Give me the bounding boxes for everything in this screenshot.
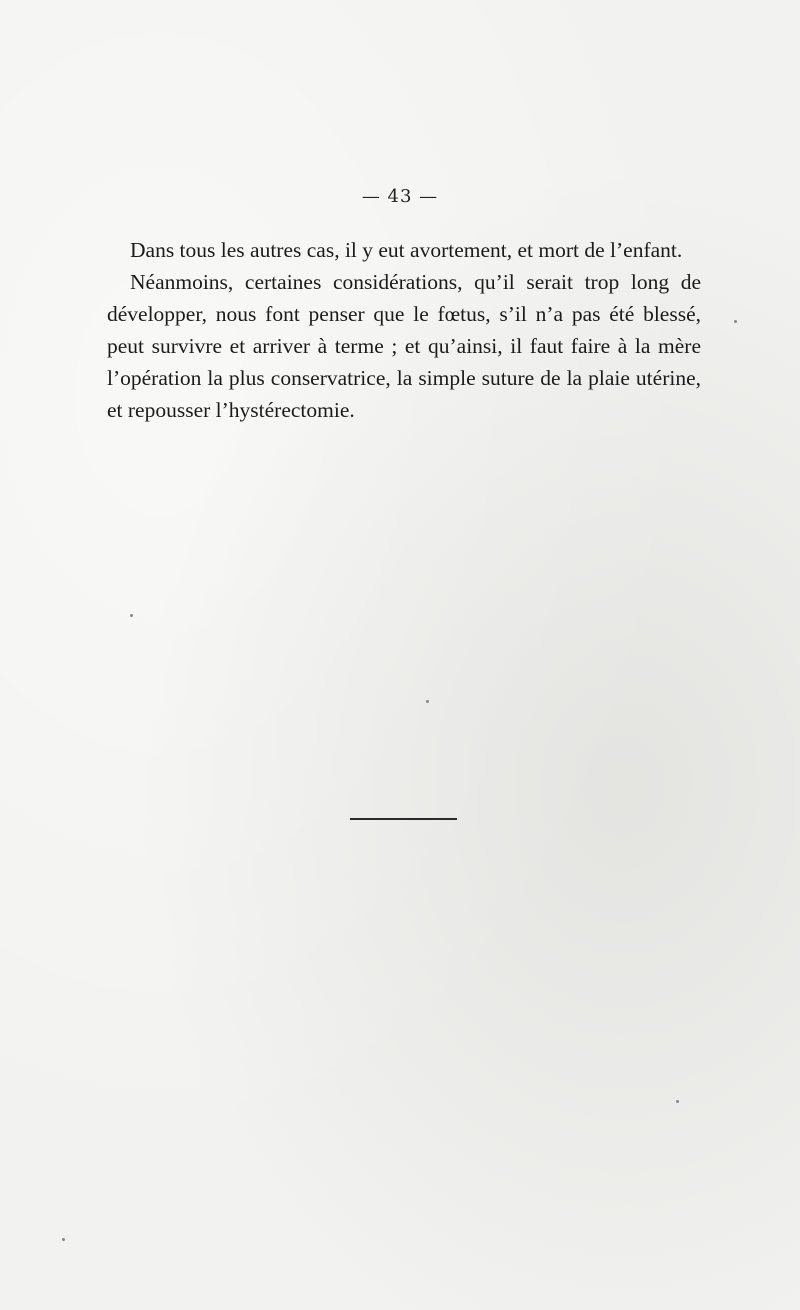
page-number: — 43 —: [361, 186, 439, 207]
paper-speck: [130, 614, 133, 617]
paper-speck: [426, 700, 429, 703]
paper-speck: [676, 1100, 679, 1103]
paragraph-2: Néanmoins, certaines considérations, qu’il serait trop long de développer, nous font penser que le fœtus, s’il n’a pas été blessé, peut survivre et arriver à terme ; et qu’ainsi, il faut faire à la mère l’opération la plus conservatrice, la simple suture de la plaie utérine, et repousser l’hystérectomie.: [107, 270, 701, 422]
paper-speck: [734, 320, 737, 323]
body-text: [107, 234, 701, 426]
section-end-rule: [350, 818, 457, 820]
paper-speck: [62, 1238, 65, 1241]
paragraph-1: Dans tous les autres cas, il y eut avortement, et mort de l’enfant.: [130, 238, 683, 262]
